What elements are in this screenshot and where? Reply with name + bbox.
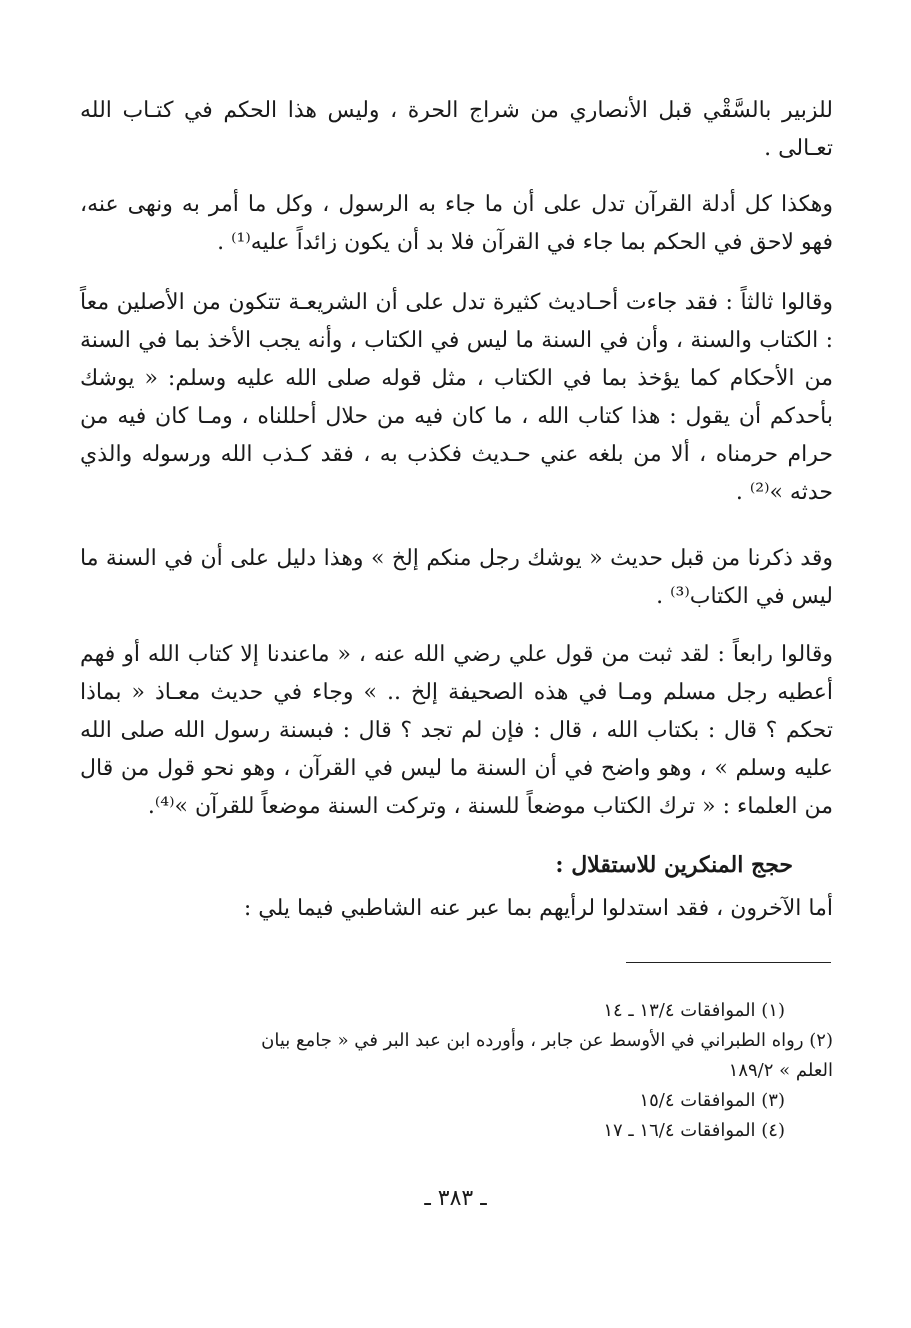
section-heading: حجج المنكرين للاستقلال : bbox=[555, 852, 793, 878]
paragraph-5-text: وقالوا رابعاً : لقد ثبت من قول علي رضي الله عنه ، « ماعندنا إلا كتاب الله أو فهم أعطيه رجل مسلم ومـا في هذه الصحيفة إلخ .. » وجاء في حديث معـاذ « بماذا تحكم ؟ قال : بكتاب الله ، قال : فإن لم تجد ؟ قال : فبسنة رسول الله صلى الله عليه وسلم » ، وهو واضح في أن السنة ما ليس في القرآن ، وهو نحو قول من قال من العلماء : « ترك الكتاب موضعاً للسنة ، وتركت السنة موضعاً للقرآن »⁽⁴⁾. bbox=[80, 642, 833, 819]
paragraph-4-text: وقد ذكرنا من قبل حديث « يوشك رجل منكم إلخ » وهذا دليل على أن في السنة ما ليس في الكتاب⁽³⁾ . bbox=[80, 546, 833, 609]
intro-line: أما الآخرون ، فقد استدلوا لرأيهم بما عبر عنه الشاطبي فيما يلي : bbox=[243, 896, 833, 921]
footnote-1: (١) الموافقات ١٣/٤ ـ ١٤ bbox=[603, 1000, 785, 1021]
footnote-divider bbox=[626, 962, 831, 963]
paragraph-1-text: للزبير بالسَّقْي قبل الأنصاري من شراج الحرة ، وليس هذا الحكم في كتـاب الله تعـالى . bbox=[80, 98, 833, 161]
paragraph-1 bbox=[80, 92, 833, 168]
footnote-2: (٢) رواه الطبراني في الأوسط عن جابر ، وأورده ابن عبد البر في « جامع بيان bbox=[261, 1030, 833, 1051]
paragraph-2-text: وهكذا كل أدلة القرآن تدل على أن ما جاء به الرسول ، وكل ما أمر به ونهى عنه، فهو لاحق في الحكم بما جاء في القرآن فلا بد أن يكون زائداً عليه⁽¹⁾ . bbox=[80, 192, 833, 255]
paragraph-5 bbox=[80, 636, 833, 826]
paragraph-4 bbox=[80, 540, 833, 616]
paragraph-3-text: وقالوا ثالثاً : فقد جاءت أحـاديث كثيرة تدل على أن الشريعـة تتكون من الأصلين معاً : الكتاب والسنة ، وأن في السنة ما ليس في الكتاب ، وأنه يجب الأخذ بما في السنة من الأحكام كما يؤخذ بما في الكتاب ، مثل قوله صلى الله عليه وسلم: « يوشك بأحدكم أن يقول : هذا كتاب الله ، ما كان فيه من حلال أحللناه ، ومـا كان فيه من حرام حرمناه ، ألا من بلغه عني حـديث فكذب به ، فقد كـذب الله ورسوله والذي حدثه »⁽²⁾ . bbox=[80, 290, 833, 505]
footnotes bbox=[80, 996, 833, 1146]
paragraph-2 bbox=[80, 186, 833, 262]
footnote-3: (٣) الموافقات ١٥/٤ bbox=[639, 1090, 785, 1111]
page-number: ـ ٣٨٣ ـ bbox=[424, 1186, 487, 1211]
paragraph-3 bbox=[80, 284, 833, 512]
footnote-4: (٤) الموافقات ١٦/٤ ـ ١٧ bbox=[603, 1120, 785, 1141]
footnote-2-continued: العلم » ١٨٩/٢ bbox=[728, 1060, 833, 1081]
